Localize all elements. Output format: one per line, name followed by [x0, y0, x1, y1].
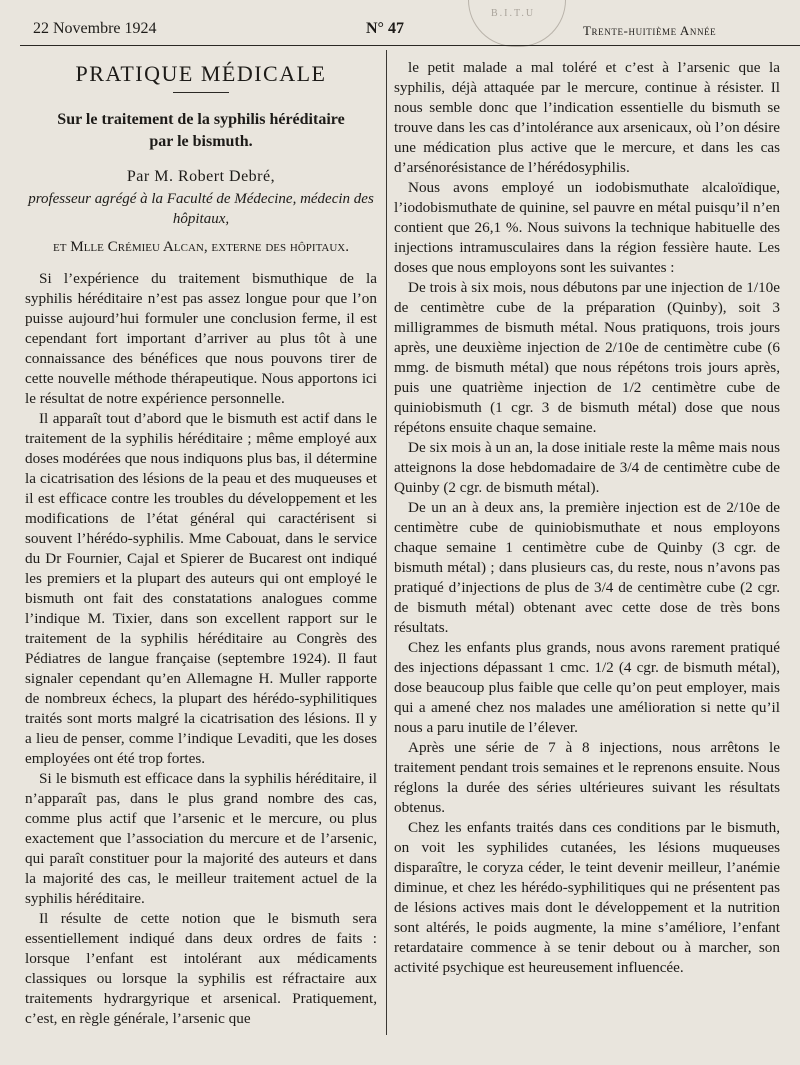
article-title-line-1: Sur le traitement de la syphilis héréditaire	[57, 111, 345, 128]
column-divider	[386, 50, 387, 1035]
body-paragraph: Après une série de 7 à 8 injections, nous arrêtons le traitement pendant trois semaines et le reprenons ensuite. Nous réglons la durée des séries ultérieures suivant les résultats obtenus.	[394, 739, 780, 816]
body-paragraph: De six mois à un an, la dose initiale reste la même mais nous atteignons la dose hebdomadaire de 3/4 de centimètre cube de Quinby (2 cgr. de bismuth métal).	[394, 439, 780, 496]
coauthor-line: et Mlle Crémieu Alcan, externe des hôpitaux.	[52, 238, 350, 255]
body-paragraph: Si l’expérience du traitement bismuthique de la syphilis héréditaire n’est pas assez longue pour que l’on puisse aujourd’hui formuler une conclusion ferme, il est cependant fort important d’arriver au plus tôt à une connaissance des bénéfices que nous pouvons tirer de cette nouvelle méthode thérapeutique. Nous apportons ici le résultat de notre expérience personnelle.	[25, 270, 377, 407]
library-stamp	[468, 0, 566, 47]
author-affiliation: professeur agrégé à la Faculté de Médecine, médecin des hôpitaux,	[28, 191, 374, 227]
author-line: Par M. Robert Debré,	[126, 168, 276, 185]
body-paragraph: De un an à deux ans, la première injection est de 2/10e de centimètre cube de quiniobismuthate et nous employons chaque semaine 1 centimètre cube de Quinby (3 cgr. de bismuth métal) ; dans plusieurs cas, du reste, nous n’avons pas pratiqué d’injections de plus de 3/4 de centimètre cube (2 cgr. de bismuth métal) obtenant avec cette dose de très bons résultats.	[394, 499, 780, 636]
article-title	[25, 109, 377, 153]
issue-number: N° 47	[366, 20, 404, 37]
section-title: PRATIQUE MÉDICALE	[75, 61, 327, 86]
header-rule	[20, 45, 800, 46]
body-paragraph: Si le bismuth est efficace dans la syphilis héréditaire, il n’apparaît pas, dans le plus grand nombre des cas, comme plus actif que l’arsenic et le mercure, ou plus exactement que l’association du mercure et de l’arsenic, qui paraît constituer pour la majorité des auteurs et dans la majorité des cas, le meilleur traitement actuel de la syphilis héréditaire.	[25, 770, 377, 907]
volume-year: Trente-huitième Année	[583, 23, 717, 38]
right-column-body	[394, 58, 780, 978]
body-paragraph: Chez les enfants plus grands, nous avons rarement pratiqué des injections dépassant 1 cmc. 1/2 (4 cgr. de bismuth métal), dose beaucoup plus faible que celle qu’on peut employer, mais qui a amené chez nos malades une amélioration si nette qu’il nous a paru inutile de l’élever.	[394, 639, 780, 736]
left-column	[25, 60, 377, 1029]
issue-date: 22 Novembre 1924	[33, 20, 157, 37]
body-paragraph: De trois à six mois, nous débutons par une injection de 1/10e de centimètre cube de la préparation (Quinby), soit 3 milligrammes de bismuth métal. Nous pratiquons, trois jours après, une deuxième injection de 2/10e de centimètre cube (6 mmg. de bismuth métal) que nous répétons trois jours après, puis une quatrième injection de 1/2 centimètre cube de quiniobismuth (1 cgr. 3 de bismuth métal) dose que nous répétons ensuite chaque semaine.	[394, 279, 780, 436]
title-rule	[173, 92, 229, 93]
page-header	[0, 0, 800, 50]
body-paragraph: Chez les enfants traités dans ces conditions par le bismuth, on voit les syphilides cutanées, les lésions muqueuses disparaître, le coryza céder, le teint devenir meilleur, l’anémie diminue, et chez les hérédo-syphilitiques qui ne présentent pas de lésions actives mais dont le développement et la nutrition sont altérés, le poids augmente, la mine s’améliore, l’enfant retardataire commence à se tenir debout ou à marcher, son activité psychique est heureusement influencée.	[394, 819, 780, 976]
body-paragraph: Il résulte de cette notion que le bismuth sera essentiellement indiqué dans deux ordres de faits : lorsque l’enfant est intolérant aux médicaments classiques ou lorsque la syphilis est réfractaire aux traitements hydrargyrique et arsenical. Pratiquement, c’est, en règle générale, l’arsenic que	[25, 910, 377, 1027]
body-paragraph: Il apparaît tout d’abord que le bismuth est actif dans le traitement de la syphilis héréditaire ; même employé aux doses modérées que nous indiquons plus bas, il détermine la cicatrisation des lésions de la peau et des muqueuses et il est efficace contre les troubles du développement et les modifications de l’état général qui caractérisent si souvent l’hérédo-syphilis. Mme Cabouat, dans le service du Dr Fournier, Cajal et Spierer de Bucarest ont indiqué les premiers et la plupart des auteurs qui ont employé le bismuth ont fait des constatations analogues comme l’indique M. Tixier, dans son excellent rapport sur le traitement de la syphilis héréditaire au Congrès des Pédiatres de langue française (septembre 1924). Il faut signaler cependant qu’en Allemagne H. Muller rapporte de nombreux échecs, la plupart des hérédo-syphilitiques traités sont morts malgré la cicatrisation des lésions. Il y a lieu de penser, comme l’indique Levaditi, que les doses employées ont été trop fortes.	[25, 410, 377, 767]
body-paragraph: Nous avons employé un iodobismuthate alcaloïdique, l’iodobismuthate de quinine, sel pauvre en métal puisqu’il n’en contient que 26,1 %. Nous suivons la technique habituelle des injections intramusculaires dans la région fessière haute. Les doses que nous employons sont les suivantes :	[394, 179, 780, 276]
right-column	[394, 58, 780, 978]
article-title-line-2: par le bismuth.	[149, 133, 253, 150]
body-paragraph: le petit malade a mal toléré et c’est à l’arsenic que la syphilis, déjà attaquée par le mercure, continue à résister. Il nous semble donc que l’indication essentielle du bismuth se trouve dans les cas d’intolérance aux arsenicaux, où l’on désire une médication plus active que le mercure, et dans les cas d’arsénorésistance de l’hérédosyphilis.	[394, 59, 780, 176]
stamp-text: B.I.T.U	[491, 8, 536, 19]
left-column-body	[25, 269, 377, 1029]
